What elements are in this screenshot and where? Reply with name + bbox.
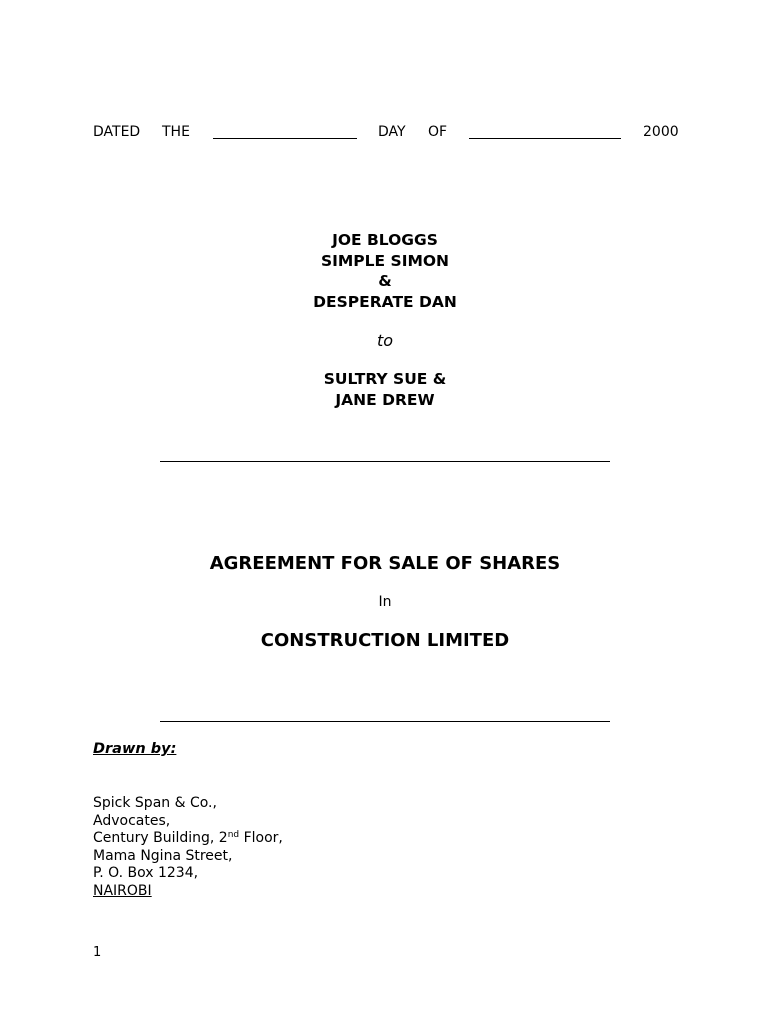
floor-text: Floor,: [239, 830, 283, 846]
drawn-by-label: Drawn by:: [93, 741, 177, 757]
month-blank: [469, 138, 621, 139]
party-ampersand: &: [378, 272, 392, 290]
firm-role: Advocates,: [93, 812, 171, 829]
page-number: 1: [93, 945, 102, 960]
connector-to: to: [376, 331, 394, 350]
party-name: JANE DREW: [335, 390, 435, 409]
in-text: In: [378, 594, 392, 610]
po-box-line: P. O. Box 1234,: [93, 865, 199, 881]
year-text: 2000: [643, 124, 679, 140]
of-word: OF: [428, 124, 448, 140]
parties-from: [0, 230, 770, 312]
the-word: THE: [162, 124, 190, 140]
day-blank: [213, 138, 357, 139]
party-name: DESPERATE DAN: [313, 292, 457, 311]
party-name: SULTRY SUE &: [323, 370, 447, 388]
street-line: Mama Ngina Street,: [93, 847, 233, 864]
dated-word: DATED: [93, 124, 141, 140]
building-text: Century Building, 2: [93, 830, 228, 846]
city-line: NAIROBI: [93, 882, 152, 899]
floor-ordinal: nd: [227, 830, 240, 840]
building-line: [93, 830, 283, 848]
horizontal-rule-top: [160, 461, 610, 462]
parties-to: [0, 369, 770, 410]
day-word: DAY: [378, 124, 406, 140]
agreement-title: AGREEMENT FOR SALE OF SHARES: [209, 553, 561, 574]
drawn-by-address: [93, 795, 283, 900]
party-name: JOE BLOGGS: [332, 231, 438, 249]
horizontal-rule-bottom: [160, 721, 610, 722]
company-name: CONSTRUCTION LIMITED: [260, 630, 510, 651]
firm-name: Spick Span & Co.,: [93, 795, 217, 811]
party-name: SIMPLE SIMON: [320, 251, 450, 270]
